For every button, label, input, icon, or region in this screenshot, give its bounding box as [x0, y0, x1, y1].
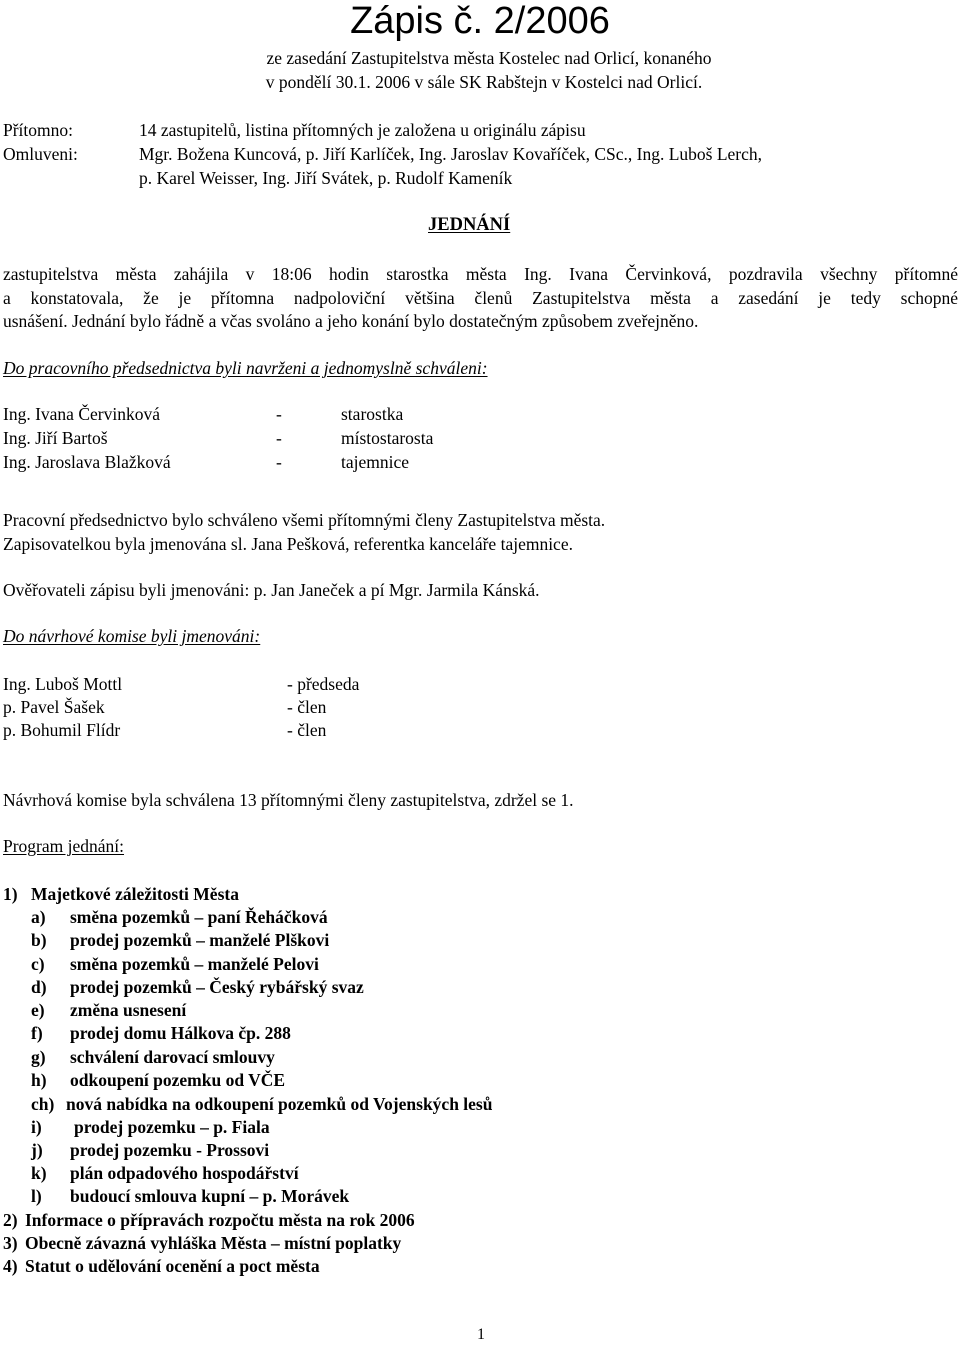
presidium-member-dash: -: [276, 404, 282, 424]
excused-line-2: p. Karel Weisser, Ing. Jiří Svátek, p. Rudolf Kameník: [139, 168, 513, 188]
program-subitem-text: prodej pozemku – p. Fiala: [74, 1117, 270, 1137]
committee-member-role: - člen: [287, 720, 327, 740]
committee-heading: Do návrhové komise byli jmenováni:: [3, 626, 261, 646]
opening-line-3: usnášení. Jednání bylo řádně a včas svoláno a jeho konání bylo dostatečným způsobem zveřejněno.: [3, 311, 699, 331]
presidium-member-dash: -: [276, 428, 282, 448]
presidium-member-role: starostka: [341, 404, 404, 424]
program-item-number: 1): [3, 884, 18, 904]
program-subitem-text: budoucí smlouva kupní – p. Morávek: [70, 1186, 350, 1206]
program-subitem-letter: g): [31, 1047, 46, 1067]
program-subitem-text: změna usnesení: [70, 1000, 187, 1020]
program-subitem-text: směna pozemků – manželé Pelovi: [70, 954, 319, 974]
program-item-text: Statut o udělování ocenění a poct města: [25, 1256, 320, 1276]
program-subitem-letter: l): [31, 1186, 42, 1206]
program-subitem-text: odkoupení pozemku od VČE: [70, 1070, 286, 1090]
opening-line-1: zastupitelstva města zahájila v 18:06 hodin starostka města Ing. Ivana Červinková, pozdravila všechny přítomné: [3, 264, 958, 284]
program-item-number: 2): [3, 1210, 18, 1230]
program-subitem-letter: b): [31, 930, 47, 950]
present-text: 14 zastupitelů, listina přítomných je založena u originálu zápisu: [139, 120, 586, 140]
document-title: Zápis č. 2/2006: [350, 0, 610, 42]
document-subtitle-line-1: ze zasedání Zastupitelstva města Kostelec nad Orlicí, konaného: [266, 48, 712, 68]
presidium-approved: Pracovní předsednictvo bylo schváleno všemi přítomnými členy Zastupitelstva města.: [3, 510, 606, 530]
program-subitem-letter: j): [31, 1140, 43, 1160]
program-subitem-letter: f): [31, 1023, 43, 1043]
program-subitem-text: prodej pozemků – manželé Plškovi: [70, 930, 330, 950]
excused-line-1: Mgr. Božena Kuncová, p. Jiří Karlíček, Ing. Jaroslav Kovaříček, CSc., Ing. Luboš Lerch,: [139, 144, 763, 164]
program-item-text: Majetkové záležitosti Města: [31, 884, 239, 904]
committee-member-name: p. Bohumil Flídr: [3, 720, 121, 740]
presidium-member-name: Ing. Jiří Bartoš: [3, 428, 108, 448]
program-subitem-letter: a): [31, 907, 46, 927]
program-subitem-letter: c): [31, 954, 45, 974]
presidium-member-dash: -: [276, 452, 282, 472]
program-subitem-text: plán odpadového hospodářství: [70, 1163, 299, 1183]
program-subitem-letter: ch): [31, 1094, 55, 1114]
presidium-member-role: místostarosta: [341, 428, 434, 448]
program-item-text: Obecně závazná vyhláška Města – místní poplatky: [25, 1233, 402, 1253]
program-subitem-text: prodej pozemků – Český rybářský svaz: [70, 977, 364, 997]
program-item-text: Informace o přípravách rozpočtu města na rok 2006: [25, 1210, 415, 1230]
committee-member-role: - předseda: [287, 674, 360, 694]
presidium-member-name: Ing. Jaroslava Blažková: [3, 452, 171, 472]
presidium-member-role: tajemnice: [341, 452, 410, 472]
present-label: Přítomno:: [3, 120, 74, 140]
document-subtitle-line-2: v pondělí 30.1. 2006 v sále SK Rabštejn v Kostelci nad Orlicí.: [265, 72, 703, 92]
opening-line-2: a konstatovala, že je přítomna nadpoloviční většina členů Zastupitelstva města a zasedání je tedy schopné: [3, 287, 958, 308]
committee-approved: Návrhová komise byla schválena 13 přítomnými členy zastupitelstva, zdržel se 1.: [3, 790, 574, 810]
program-subitem-text: prodej pozemku - Prossovi: [70, 1140, 270, 1160]
section-heading: JEDNÁNÍ: [428, 215, 511, 235]
program-subitem-letter: d): [31, 977, 47, 997]
opening-paragraph: [3, 266, 958, 337]
program-item-number: 3): [3, 1233, 18, 1253]
presidium-member-name: Ing. Ivana Červinková: [3, 404, 160, 424]
program-subitem-letter: h): [31, 1070, 47, 1090]
committee-member-name: Ing. Luboš Mottl: [3, 674, 123, 694]
program-subitem-letter: i): [31, 1117, 42, 1137]
program-item-number: 4): [3, 1256, 18, 1276]
program-subitem-letter: e): [31, 1000, 45, 1020]
committee-member-name: p. Pavel Šašek: [3, 697, 105, 717]
program-subitem-letter: k): [31, 1163, 47, 1183]
verifiers-statement: Ověřovateli zápisu byli jmenováni: p. Jan Janeček a pí Mgr. Jarmila Kánská.: [3, 580, 540, 600]
presidium-heading: Do pracovního předsednictva byli navrženi a jednomyslně schváleni:: [3, 358, 488, 378]
page-number: 1: [477, 1326, 485, 1343]
program-subitem-text: schválení darovací smlouvy: [70, 1047, 275, 1067]
recorder-statement: Zapisovatelkou byla jmenována sl. Jana Pešková, referentka kanceláře tajemnice.: [3, 534, 573, 554]
committee-member-role: - člen: [287, 697, 327, 717]
program-subitem-text: prodej domu Hálkova čp. 288: [70, 1023, 291, 1043]
program-subitem-text: směna pozemků – paní Řeháčková: [70, 907, 328, 927]
program-subitem-text: nová nabídka na odkoupení pozemků od Vojenských lesů: [66, 1094, 493, 1114]
excused-label: Omluveni:: [3, 144, 78, 164]
program-heading: Program jednání:: [3, 836, 125, 856]
